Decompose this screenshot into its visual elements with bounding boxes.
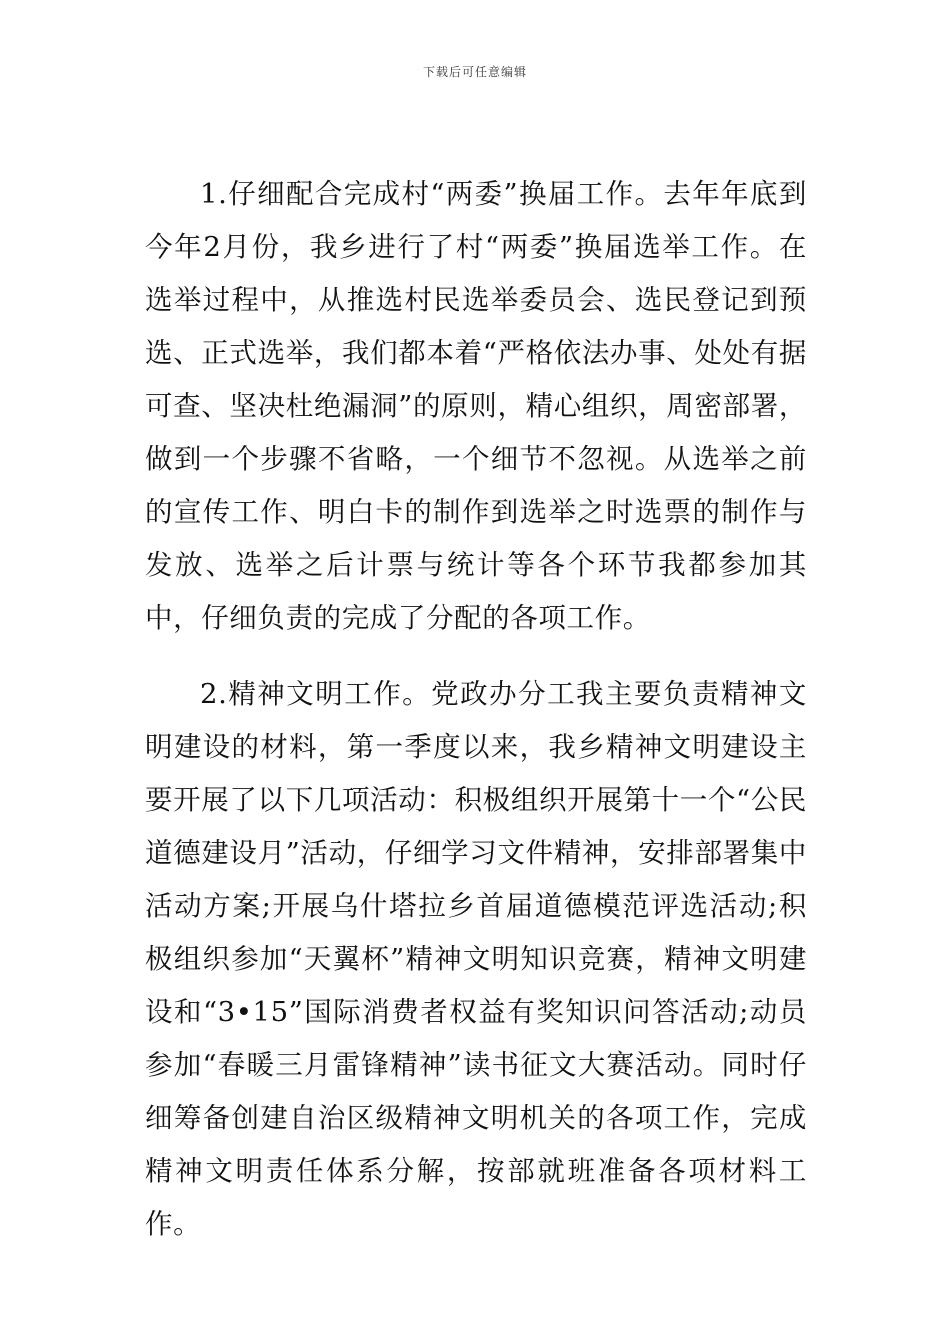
paragraph-2: 2.精神文明工作。党政办分工我主要负责精神文明建设的材料，第一季度以来，我乡精神文明建设主要开展了以下几项活动：积极组织开展第十一个“公民道德建设月”活动，仔细学习文件精神，安排部署集中活动方案;开展乌什塔拉乡首届道德模范评选活动;积极组织参加“天翼杯”精神文明知识竞赛，精神文明建设和“3•15”国际消费者权益有奖知识问答活动;动员参加“春暖三月雷锋精神”读书征文大赛活动。同时仔细筹备创建自治区级精神文明机关的各项工作，完成精神文明责任体系分解，按部就班准备各项材料工作。 — [145, 678, 807, 1240]
paragraph-1: 1.仔细配合完成村“两委”换届工作。去年年底到今年2月份，我乡进行了村“两委”换届选举工作。在选举过程中，从推选村民选举委员会、选民登记到预选、正式选举，我们都本着“严格依法办事、处处有据可查、坚决杜绝漏洞”的原则，精心组织，周密部署，做到一个步骤不省略，一个细节不忽视。从选举之前的宣传工作、明白卡的制作到选举之时选票的制作与发放、选举之后计票与统计等各个环节我都参加其中，仔细负责的完成了分配的各项工作。 — [145, 178, 807, 634]
page-header: 下载后可任意编辑 — [422, 65, 527, 79]
